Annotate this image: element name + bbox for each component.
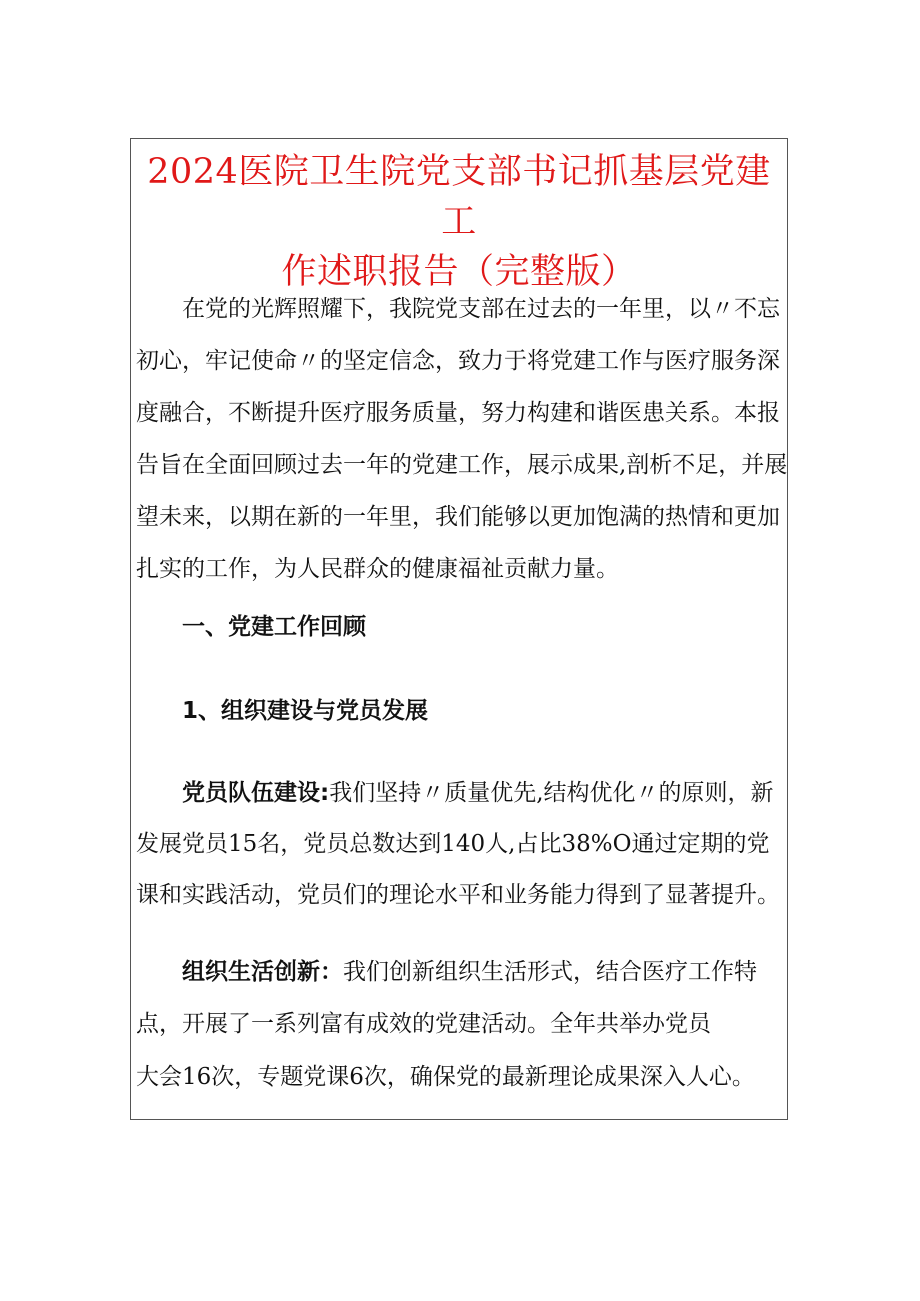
meetings-paragraph bbox=[136, 1051, 784, 1103]
paragraph-text: 我们坚持〃质量优先,结构优化〃的原则，新 bbox=[329, 780, 774, 806]
intro-line: 在党的光辉照耀下，我院党支部在过去的一年里，以〃不忘 bbox=[182, 296, 780, 322]
paragraph-line bbox=[136, 768, 784, 819]
intro-line: 初心，牢记使命〃的坚定信念，致力于将党建工作与医疗服务深 bbox=[136, 348, 780, 374]
org-life-paragraph bbox=[136, 946, 784, 1050]
title-line-1: 2024医院卫生院党支部书记抓基层党建工 bbox=[147, 152, 771, 242]
document-frame bbox=[130, 138, 788, 1120]
party-team-paragraph bbox=[136, 768, 784, 921]
paragraph-line: 课和实践活动，党员们的理论水平和业务能力得到了显著提升。 bbox=[136, 882, 780, 908]
paragraph-line: 点，开展了一系列富有成效的党建活动。全年共举办党员 bbox=[136, 1011, 711, 1037]
paragraph-lead: 党员队伍建设: bbox=[182, 780, 330, 806]
intro-line: 扎实的工作，为人民群众的健康福祉贡献力量。 bbox=[136, 556, 619, 582]
paragraph-lead: 组织生活创新： bbox=[182, 959, 343, 985]
section-heading: 一、党建工作回顾 bbox=[182, 614, 366, 640]
paragraph-line: 发展党员15名，党员总数达到140人,占比38%O通过定期的党 bbox=[136, 831, 770, 857]
intro-line: 告旨在全面回顾过去一年的党建工作，展示成果,剖析不足，并展 bbox=[136, 452, 788, 478]
intro-line: 望未来，以期在新的一年里，我们能够以更加饱满的热情和更加 bbox=[136, 504, 780, 530]
subsection-heading: 1、组织建设与党员发展 bbox=[182, 698, 429, 724]
document-title bbox=[131, 147, 787, 297]
intro-paragraph bbox=[136, 283, 788, 595]
paragraph-text: 我们创新组织生活形式，结合医疗工作特 bbox=[343, 959, 757, 985]
paragraph-line: 大会16次，专题党课6次，确保党的最新理论成果深入人心。 bbox=[136, 1064, 755, 1090]
intro-line: 度融合，不断提升医疗服务质量，努力构建和谐医患关系。本报 bbox=[136, 400, 780, 426]
paragraph-line bbox=[136, 946, 784, 998]
title-line-2: 作述职报告（完整版） bbox=[281, 252, 637, 292]
